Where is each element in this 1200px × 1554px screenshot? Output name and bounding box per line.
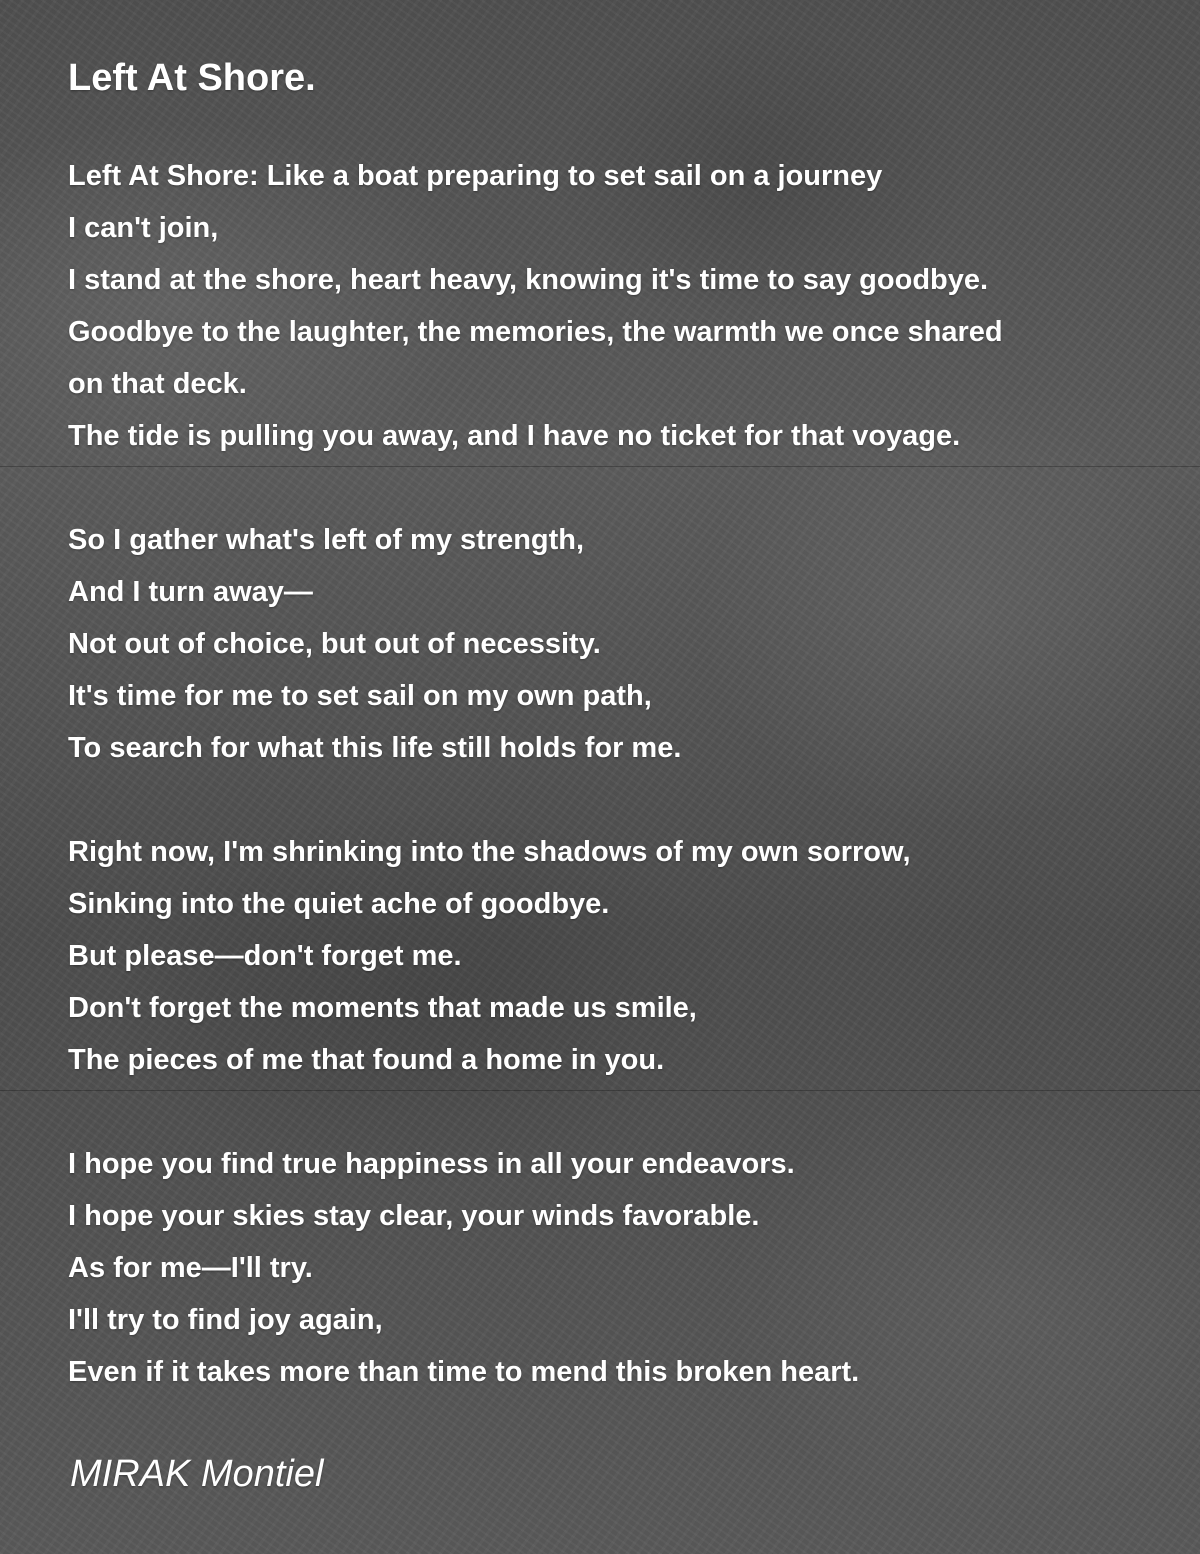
poem-line: I can't join,	[68, 212, 219, 244]
poem-line: The tide is pulling you away, and I have no ticket for that voyage.	[68, 420, 961, 452]
poem-body	[68, 150, 1168, 1450]
stanza-2	[68, 514, 1168, 774]
stanza-3	[68, 826, 1168, 1086]
poem-line: Not out of choice, but out of necessity.	[68, 628, 601, 660]
poem-line: I'll try to find joy again,	[68, 1304, 383, 1336]
poem-line: It's time for me to set sail on my own path,	[68, 680, 652, 712]
poem-line: Sinking into the quiet ache of goodbye.	[68, 888, 610, 920]
poem-line: As for me—I'll try.	[68, 1252, 313, 1284]
poem-line: But please—don't forget me.	[68, 940, 462, 972]
poem-line: I stand at the shore, heart heavy, knowing it's time to say goodbye.	[68, 264, 989, 296]
poem-line: on that deck.	[68, 368, 247, 400]
stanza-4	[68, 1138, 1168, 1398]
poem-line: Left At Shore: Like a boat preparing to set sail on a journey	[68, 160, 883, 192]
poem-line: To search for what this life still holds for me.	[68, 732, 682, 764]
poem-line: I hope your skies stay clear, your winds favorable.	[68, 1200, 760, 1232]
poem-line: And I turn away—	[68, 576, 313, 608]
poem-line: Right now, I'm shrinking into the shadows of my own sorrow,	[68, 836, 911, 868]
poem-author: MIRAK Montiel	[70, 1453, 324, 1495]
poem-line: The pieces of me that found a home in you.	[68, 1044, 665, 1076]
poem-line: Even if it takes more than time to mend this broken heart.	[68, 1356, 860, 1388]
poem-title: Left At Shore.	[68, 57, 316, 99]
poem-line: I hope you find true happiness in all your endeavors.	[68, 1148, 795, 1180]
poem-line: Goodbye to the laughter, the memories, the warmth we once shared	[68, 316, 1003, 348]
poem-line: So I gather what's left of my strength,	[68, 524, 585, 556]
stanza-1	[68, 150, 1168, 462]
poem-line: Don't forget the moments that made us smile,	[68, 992, 697, 1024]
